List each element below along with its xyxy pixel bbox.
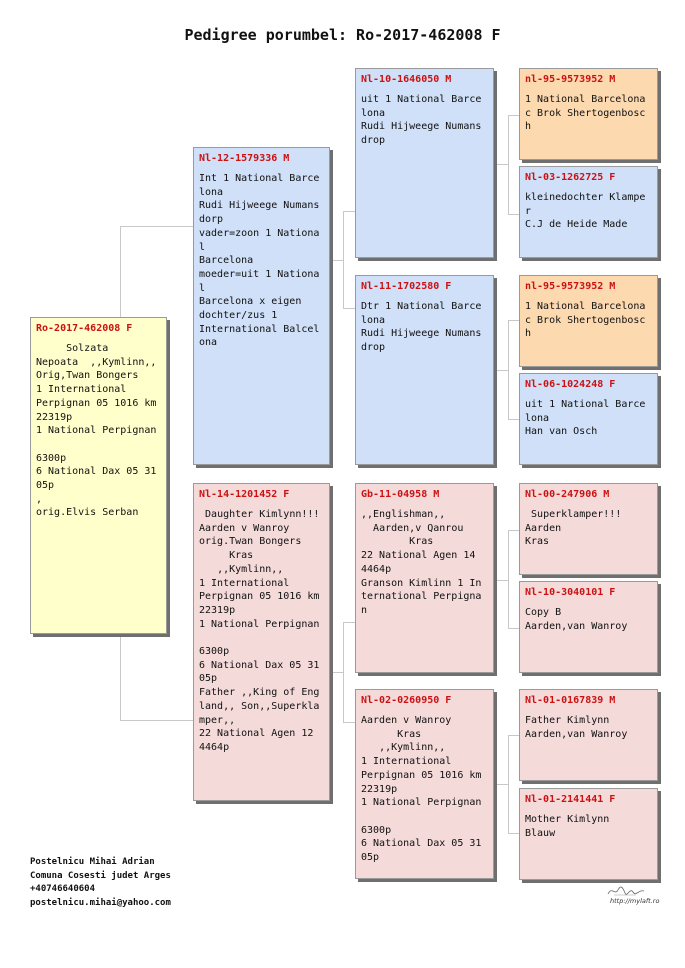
connector-line xyxy=(508,115,519,116)
connector-line xyxy=(330,672,343,673)
connector-line xyxy=(120,720,193,721)
pigeon-description: kleinedochter Klampe r C.J de Heide Made xyxy=(525,192,646,231)
subject-pigeon-card xyxy=(30,317,167,634)
page-title: Pedigree porumbel: Ro-2017-462008 F xyxy=(184,26,501,44)
pigeon-description: 1 National Barcelona c Brok Shertogenbosc h xyxy=(525,301,646,340)
pigeon-description: Mother Kimlynn Blauw xyxy=(525,814,610,839)
owner-phone: +40746640604 xyxy=(30,884,96,894)
pigeon-description: uit 1 National Barce lona Han van Osch xyxy=(525,399,646,438)
connector-line xyxy=(508,214,519,215)
connector-line xyxy=(343,622,355,623)
connector-line xyxy=(343,211,344,308)
ring-number: Nl-02-0260950 F xyxy=(361,695,452,706)
ring-number: Nl-12-1579336 M xyxy=(199,153,290,164)
great-grandparent-card xyxy=(519,166,658,258)
connector-line xyxy=(330,260,343,261)
pigeon-description: Superklamper!!! Aarden Kras xyxy=(525,509,622,548)
ring-number: Nl-01-0167839 M xyxy=(525,695,616,706)
connector-line xyxy=(508,530,509,628)
owner-address: Comuna Cosesti judet Arges xyxy=(30,870,171,881)
great-grandparent-card xyxy=(519,373,658,465)
connector-line xyxy=(508,530,519,531)
pigeon-description: Dtr 1 National Barce lona Rudi Hijweege Numans drop xyxy=(361,301,482,354)
ring-number: Nl-14-1201452 F xyxy=(199,489,290,500)
connector-line xyxy=(494,164,508,165)
pigeon-description: 1 National Barcelona c Brok Shertogenbosc h xyxy=(525,94,646,133)
ring-number: Nl-01-2141441 F xyxy=(525,794,616,805)
connector-line xyxy=(508,320,509,419)
connector-line xyxy=(343,622,344,722)
connector-line xyxy=(343,722,355,723)
great-grandparent-card xyxy=(519,483,658,575)
connector-line xyxy=(120,226,121,317)
sire-sire-card xyxy=(355,68,494,258)
connector-line xyxy=(508,735,519,736)
owner-email: postelnicu.mihai@yahoo.com xyxy=(30,897,171,908)
owner-name: Postelnicu Mihai Adrian xyxy=(30,857,155,867)
ring-number: nl-95-9573952 M xyxy=(525,281,616,292)
connector-line xyxy=(508,628,519,629)
pigeon-description: Copy B Aarden,van Wanroy xyxy=(525,607,628,632)
great-grandparent-card xyxy=(519,788,658,880)
ring-number: Nl-10-1646050 M xyxy=(361,74,452,85)
pigeon-description: Int 1 National Barce lona Rudi Hijweege Numans dorp vader=zoon 1 Nationa l Barcelona moeder=uit 1 Nationa l Barcelona x eigen dochter/zus 1 International Balcel ona xyxy=(199,173,320,349)
signature-logo xyxy=(606,884,646,898)
pigeon-description: Daughter Kimlynn!!! Aarden v Wanroy orig.Twan Bongers Kras ,,Kymlinn,, 1 International Perpignan 05 1016 km 22319p 1 National Perpignan 6300p 6 National Dax 05 31 05p Father ,,King of Eng land,, Son,,Superkla mper,, 22 National Agen 12 4464p xyxy=(199,509,320,753)
pigeon-description: uit 1 National Barce lona Rudi Hijweege Numans drop xyxy=(361,94,482,147)
dam-sire-card xyxy=(355,483,494,673)
great-grandparent-card xyxy=(519,581,658,673)
ring-number: Nl-00-247906 M xyxy=(525,489,610,500)
ring-number: Nl-03-1262725 F xyxy=(525,172,616,183)
connector-line xyxy=(343,308,355,309)
connector-line xyxy=(508,735,509,833)
connector-line xyxy=(508,833,519,834)
ring-number: Nl-10-3040101 F xyxy=(525,587,616,598)
connector-line xyxy=(120,226,193,227)
connector-line xyxy=(508,419,519,420)
ring-number: nl-95-9573952 M xyxy=(525,74,616,85)
connector-line xyxy=(508,115,509,214)
connector-line xyxy=(343,211,355,212)
pigeon-description: Aarden v Wanroy Kras ,,Kymlinn,, 1 International Perpignan 05 1016 km 22319p 1 National Perpignan 6300p 6 National Dax 05 31 05p xyxy=(361,715,482,864)
ring-number: Ro-2017-462008 F xyxy=(36,323,133,334)
pigeon-description: ,,Englishman,, Aarden,v Qanrou Kras 22 National Agen 14 4464p Granson Kimlinn 1 In ternational Perpigna n xyxy=(361,509,482,616)
owner-info xyxy=(30,856,171,910)
great-grandparent-card xyxy=(519,275,658,367)
connector-line xyxy=(508,320,519,321)
dam-dam-card xyxy=(355,689,494,879)
connector-line xyxy=(494,784,508,785)
sire-card xyxy=(193,147,330,465)
connector-line xyxy=(494,370,508,371)
connector-line xyxy=(120,634,121,720)
ring-number: Nl-11-1702580 F xyxy=(361,281,452,292)
ring-number: Nl-06-1024248 F xyxy=(525,379,616,390)
dam-card xyxy=(193,483,330,801)
sire-dam-card xyxy=(355,275,494,465)
website-link[interactable]: http://mylaft.ro xyxy=(610,897,660,905)
pigeon-description: Solzata Nepoata ,,Kymlinn,, Orig,Twan Bongers 1 International Perpignan 05 1016 km 22319p 1 National Perpignan 6300p 6 National Dax 05 31 05p , orig.Elvis Serban xyxy=(36,343,157,519)
great-grandparent-card xyxy=(519,689,658,781)
pigeon-description: Father Kimlynn Aarden,van Wanroy xyxy=(525,715,628,740)
ring-number: Gb-11-04958 M xyxy=(361,489,440,500)
connector-line xyxy=(494,580,508,581)
great-grandparent-card xyxy=(519,68,658,160)
